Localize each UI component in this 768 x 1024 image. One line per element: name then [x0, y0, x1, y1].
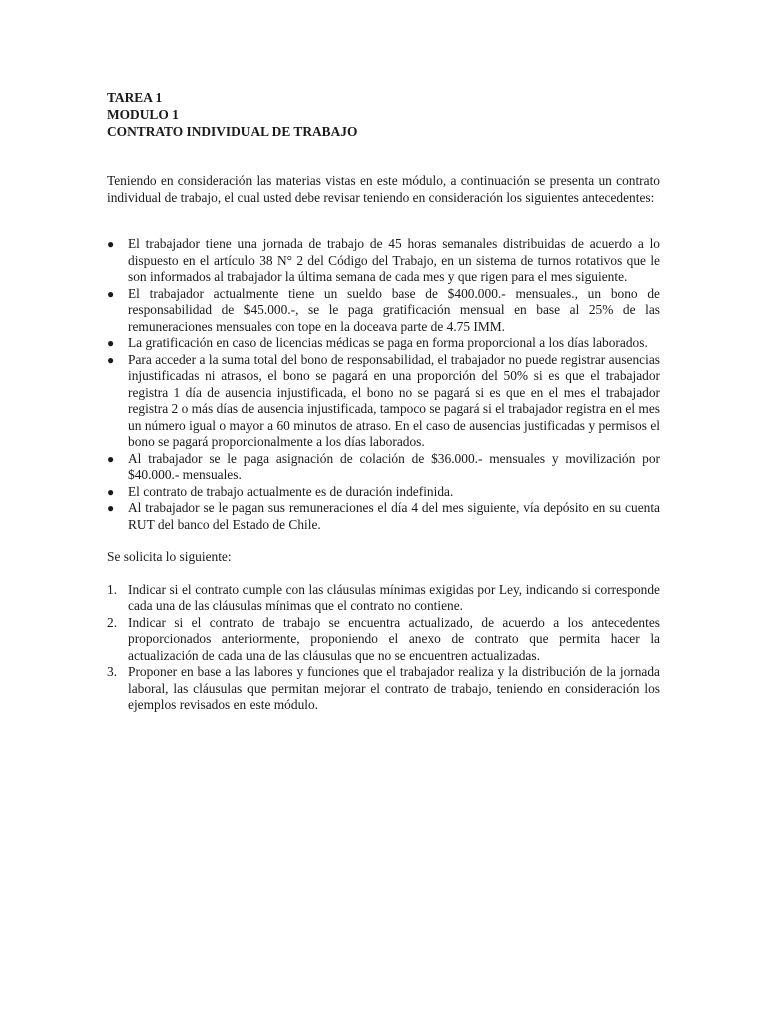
list-item: [107, 484, 660, 501]
bullet-icon: ●: [107, 237, 115, 251]
list-item: [107, 286, 660, 336]
intro-paragraph: Teniendo en consideración las materias vistas en este módulo, a continuación se presenta un contrato individual de trabajo, el cual usted debe revisar teniendo en consideración los siguientes antecedentes:: [107, 173, 660, 205]
list-item: [107, 335, 660, 352]
bullet-icon: ●: [107, 451, 115, 466]
list-item: [107, 236, 660, 286]
list-item-text: El trabajador actualmente tiene un sueldo base de $400.000.- mensuales., un bono de responsabilidad de $45.000.-, se le paga gratificación mensual en base al 25% de las remuneraciones mensuales con tope en la doceava parte de 4.75 IMM.: [128, 285, 660, 334]
tasks-list: [107, 582, 660, 714]
bullet-icon: ●: [107, 501, 115, 515]
task-number: 1.: [107, 581, 118, 597]
task-number: 2.: [107, 614, 118, 630]
task-item: [107, 582, 660, 615]
task-text: Proponer en base a las labores y funciones que el trabajador realiza y la distribución de la jornada laboral, las cláusulas que permitan mejorar el contrato de trabajo, teniendo en consideración los ejemplos revisados en este módulo.: [128, 664, 660, 712]
task-text: Indicar si el contrato cumple con las cláusulas mínimas exigidas por Ley, indicando si corresponde cada una de las cláusulas mínimas que el contrato no contiene.: [128, 581, 660, 613]
document-header: [107, 89, 660, 140]
list-item: [107, 451, 660, 484]
task-text: Indicar si el contrato de trabajo se encuentra actualizado, de acuerdo a los antecedentes proporcionados anteriormente, proponiendo el anexo de contrato que permita hacer la actualización de cada una de las cláusulas que no se encuentren actualizadas.: [128, 614, 660, 663]
bullet-icon: ●: [107, 352, 115, 367]
document-page: [107, 89, 660, 714]
bullet-icon: ●: [107, 286, 115, 301]
list-item-text: El contrato de trabajo actualmente es de duración indefinida.: [128, 483, 454, 499]
antecedents-list: [107, 236, 660, 533]
list-item-text: Al trabajador se le paga asignación de colación de $36.000.- mensuales y movilización por $40.000.- mensuales.: [128, 450, 660, 482]
list-item-text: Al trabajador se le pagan sus remuneraciones el día 4 del mes siguiente, vía depósito en su cuenta RUT del banco del Estado de Chile.: [128, 500, 660, 532]
list-item: [107, 352, 660, 451]
document-title: CONTRATO INDIVIDUAL DE TRABAJO: [107, 124, 358, 139]
task-item: [107, 615, 660, 665]
list-item-text: La gratificación en caso de licencias médicas se paga en forma proporcional a los días laborados.: [128, 335, 648, 350]
task-number: 3.: [107, 664, 118, 679]
task-title: TAREA 1: [107, 90, 163, 105]
module-title: MODULO 1: [107, 107, 179, 122]
list-item-text: El trabajador tiene una jornada de trabajo de 45 horas semanales distribuidas de acuerdo a lo dispuesto en el artículo 38 N° 2 del Código del Trabajo, en un sistema de turnos rotativos que le son informados al trabajador la última semana de cada mes y que rigen para el mes siguiente.: [128, 236, 660, 284]
bullet-icon: ●: [107, 484, 115, 499]
request-intro: Se solicita lo siguiente:: [107, 549, 232, 564]
bullet-icon: ●: [107, 336, 115, 350]
list-item: [107, 500, 660, 533]
list-item-text: Para acceder a la suma total del bono de responsabilidad, el trabajador no puede registrar ausencias injustificadas ni atrasos, el bono se pagará en una proporción del 50% si es que el trabajador registra 1 día de ausencia injustificada, el bono no se pagará si es que en el mes el trabajador registra 2 o más días de ausencia injustificada, tampoco se pagará si el trabajador registra en el mes un número igual o mayor a 60 minutos de atraso. En el caso de ausencias justificadas y permisos el bono se pagará proporcionalmente a los días laborados.: [128, 351, 660, 449]
task-item: [107, 664, 660, 714]
